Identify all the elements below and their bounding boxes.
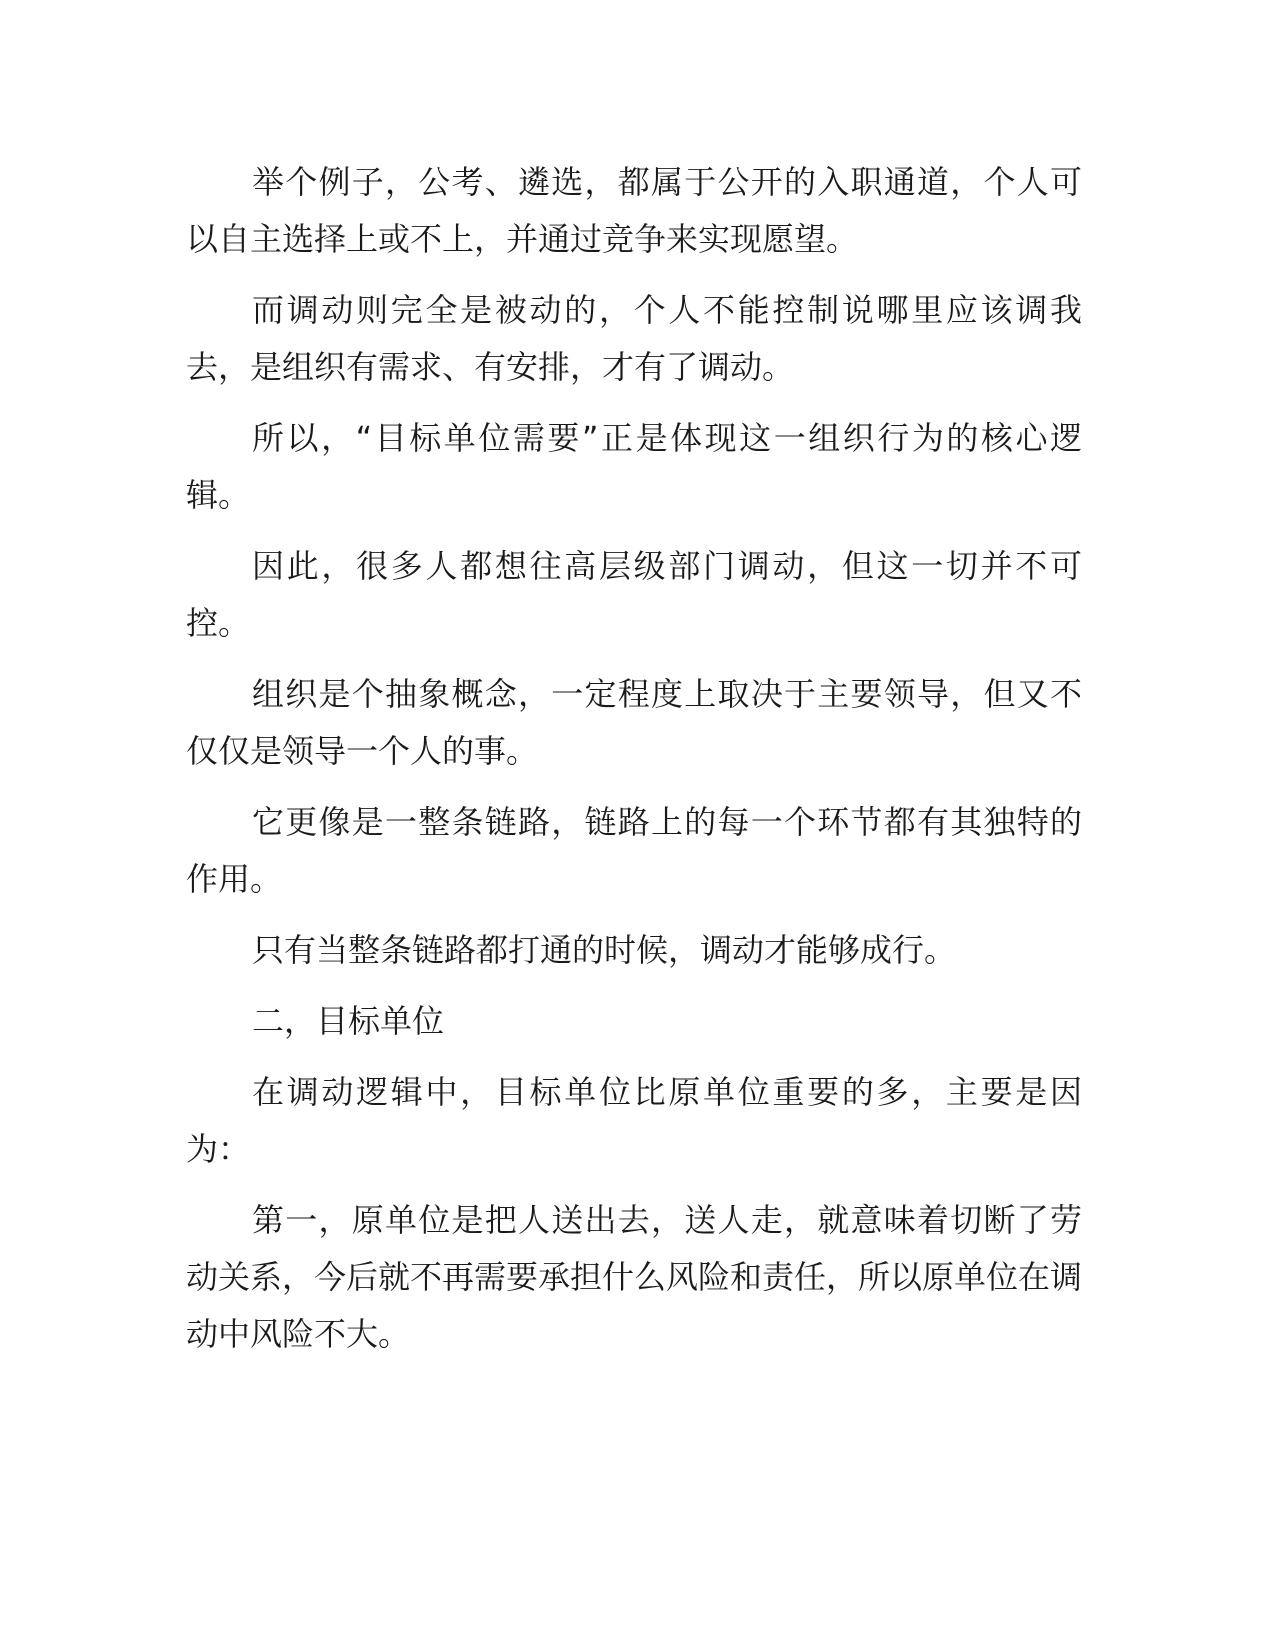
paragraph-core-logic: 所以，“目标单位需要”正是体现这一组织行为的核心逻辑。 xyxy=(186,419,1082,514)
section-heading-target-unit: 二，目标单位 xyxy=(252,1002,445,1040)
paragraph-chain-open: 只有当整条链路都打通的时候，调动才能够成行。 xyxy=(252,931,957,969)
paragraph-target-unit-importance: 在调动逻辑中，目标单位比原单位重要的多，主要是因为： xyxy=(186,1073,1082,1168)
paragraph-not-controllable: 因此，很多人都想往高层级部门调动，但这一切并不可控。 xyxy=(186,547,1082,642)
paragraph-example-public-channels: 举个例子，公考、遴选，都属于公开的入职通道，个人可以自主选择上或不上，并通过竞争来实现愿望。 xyxy=(186,163,1082,258)
document-body xyxy=(186,154,1082,1377)
paragraph-first-reason: 第一，原单位是把人送出去，送人走，就意味着切断了劳动关系，今后就不再需要承担什么风险和责任，所以原单位在调动中风险不大。 xyxy=(186,1201,1083,1353)
paragraph-organization-concept: 组织是个抽象概念，一定程度上取决于主要领导，但又不仅仅是领导一个人的事。 xyxy=(186,675,1082,770)
paragraph-transfer-passive: 而调动则完全是被动的，个人不能控制说哪里应该调我去，是组织有需求、有安排，才有了调动。 xyxy=(186,291,1082,386)
paragraph-chain: 它更像是一整条链路，链路上的每一个环节都有其独特的作用。 xyxy=(186,803,1082,898)
